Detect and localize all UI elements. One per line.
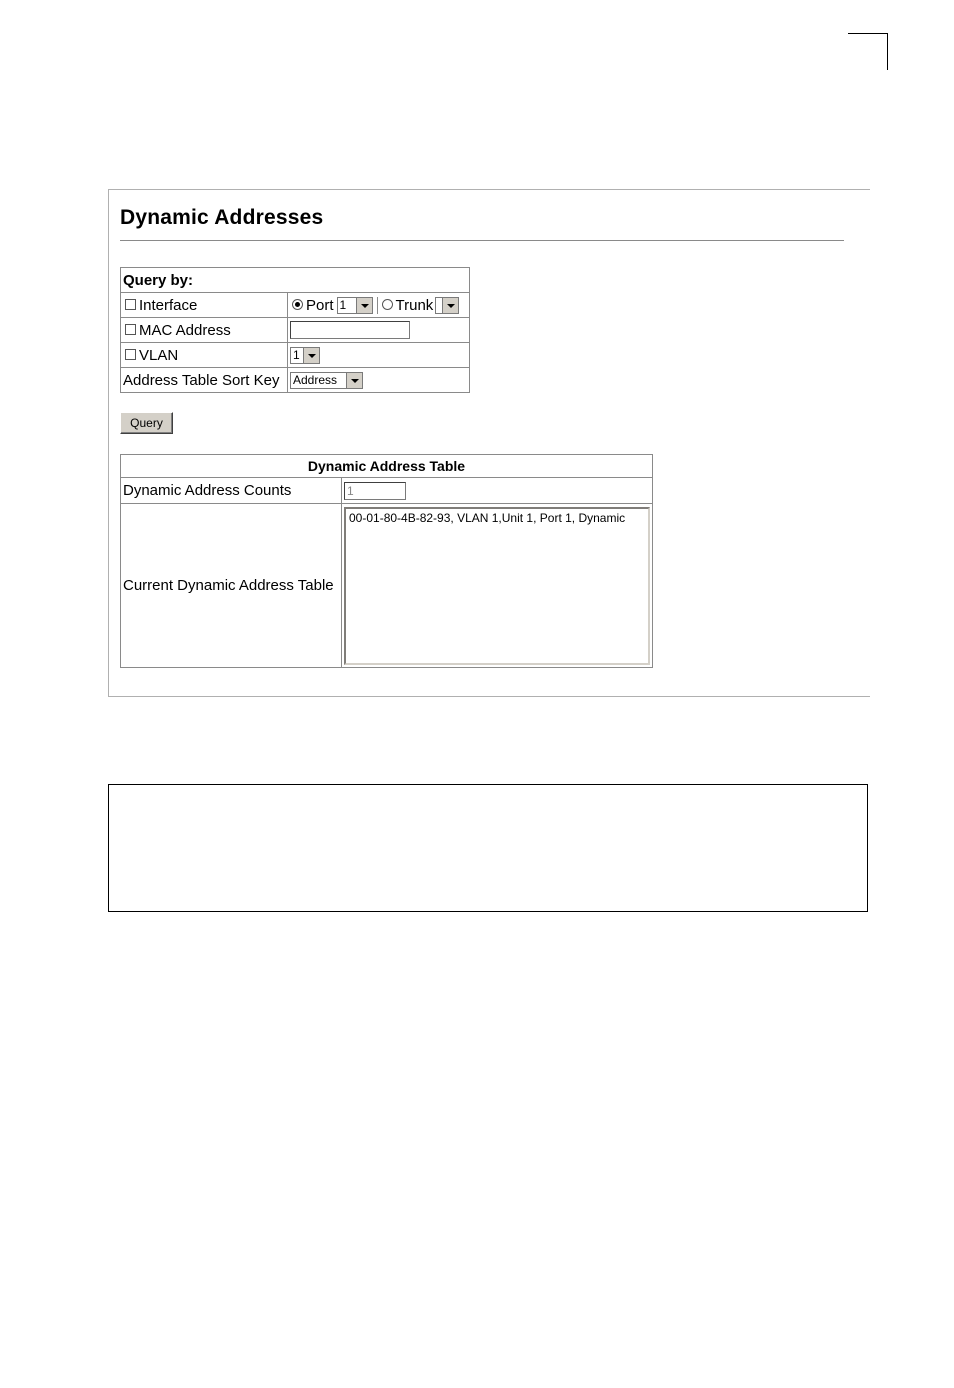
mac-row-label [121, 318, 288, 343]
query-by-header: Query by: [121, 268, 470, 293]
port-select[interactable] [337, 297, 373, 314]
current-dynamic-address-table-cell [342, 504, 653, 668]
vlan-select[interactable] [290, 347, 320, 364]
mac-address-label: MAC Address [139, 321, 231, 339]
vlan-checkbox[interactable] [125, 349, 136, 360]
port-select-value: 1 [339, 297, 347, 312]
sort-key-label: Address Table Sort Key [121, 368, 288, 393]
mac-address-input[interactable] [290, 321, 410, 339]
vlan-row-value [288, 343, 470, 368]
sort-key-row-value [288, 368, 470, 393]
chevron-down-icon [303, 348, 319, 363]
mac-row-value [288, 318, 470, 343]
page-title: Dynamic Addresses [120, 206, 324, 229]
page-corner-mark [887, 33, 888, 70]
dynamic-address-table [120, 454, 653, 668]
query-button[interactable]: Query [120, 412, 173, 434]
vlan-row-label [121, 343, 288, 368]
page-corner-mark [848, 33, 888, 34]
query-form-table [120, 267, 470, 393]
interface-row-label [121, 293, 288, 318]
port-radio[interactable] [292, 299, 303, 310]
interface-checkbox[interactable] [125, 299, 136, 310]
port-label: Port [306, 296, 334, 314]
sort-key-select[interactable] [290, 372, 363, 389]
trunk-select[interactable] [435, 297, 459, 314]
trunk-radio[interactable] [382, 299, 393, 310]
note-box [108, 784, 868, 912]
dynamic-address-listbox[interactable] [344, 507, 650, 665]
interface-row-value [288, 293, 470, 318]
dynamic-address-table-caption: Dynamic Address Table [121, 455, 653, 478]
vlan-label: VLAN [139, 346, 179, 364]
dynamic-address-counts-cell [342, 478, 653, 504]
chevron-down-icon [442, 298, 458, 313]
interface-label: Interface [139, 296, 198, 314]
dynamic-address-counts-field[interactable]: 1 [344, 482, 406, 500]
current-dynamic-address-table-label: Current Dynamic Address Table [121, 504, 342, 668]
dynamic-addresses-panel [108, 189, 870, 697]
vlan-select-value: 1 [293, 347, 300, 362]
chevron-down-icon [346, 373, 362, 388]
trunk-label: Trunk [395, 296, 434, 314]
sort-key-select-value: Address [293, 372, 338, 387]
list-item[interactable]: 00-01-80-4B-82-93, VLAN 1,Unit 1, Port 1, Dynamic [349, 510, 626, 525]
chevron-down-icon [356, 298, 372, 313]
mac-address-checkbox[interactable] [125, 324, 136, 335]
title-divider [120, 240, 844, 241]
dynamic-address-counts-label: Dynamic Address Counts [121, 478, 342, 504]
